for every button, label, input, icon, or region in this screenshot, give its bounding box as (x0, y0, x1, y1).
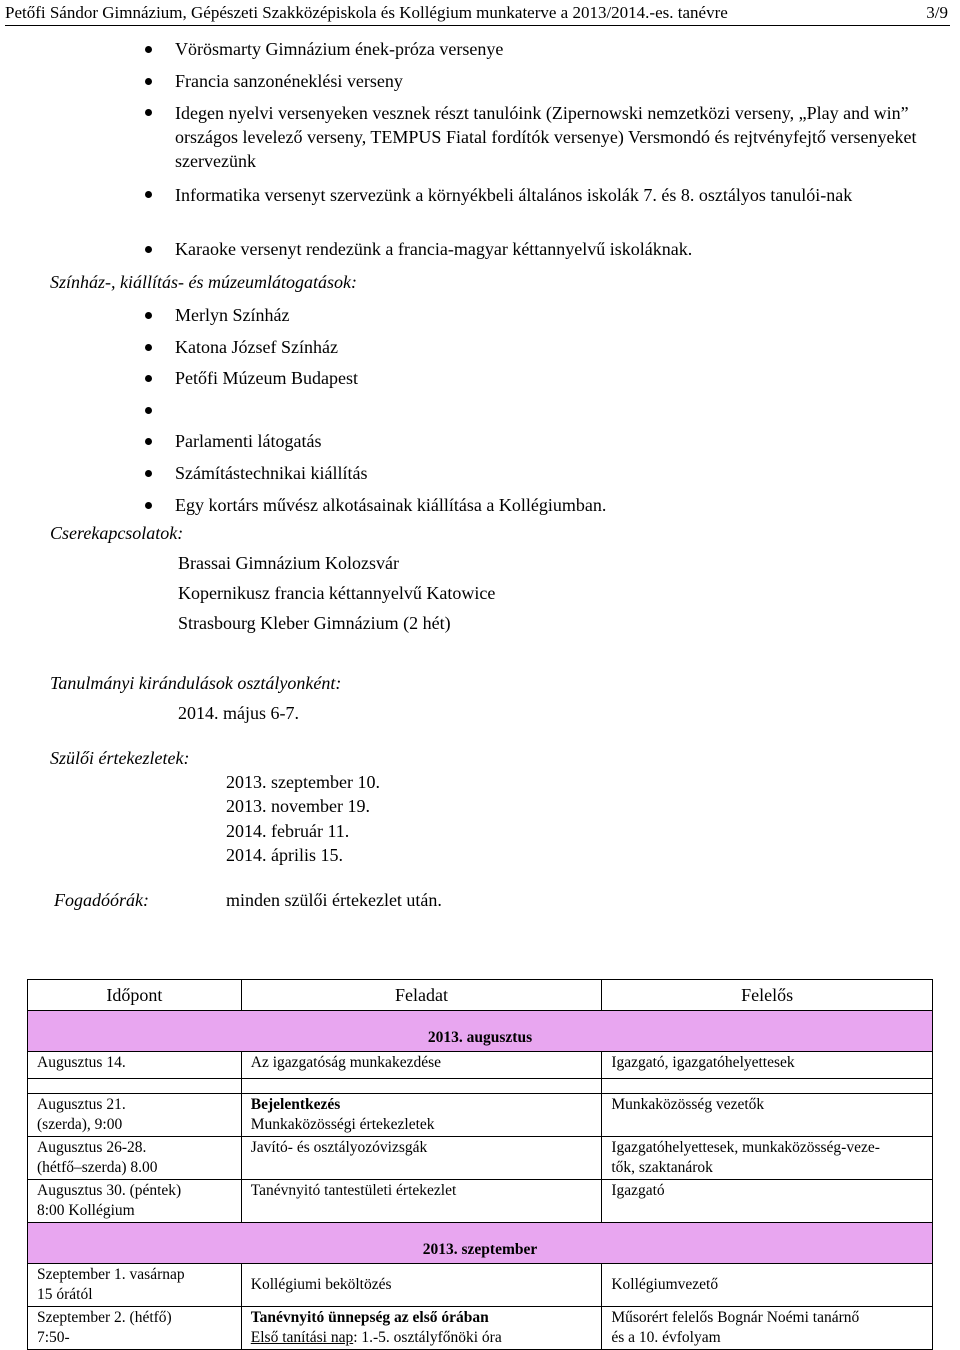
table-row: Augusztus 30. (péntek) 8:00 Kollégium Tanévnyitó tantestületi értekezlet Igazgató (28, 1180, 933, 1223)
bullet-icon (145, 46, 152, 53)
meeting-date: 2013. november 19. (226, 796, 370, 816)
month-label: 2013. szeptember (28, 1223, 933, 1264)
list-item: Idegen nyelvi versenyeken vesznek részt tanulóink (Zipernowski nemzetközi verseny, „Play and win” országos levelező verseny, TEMPUS Fiatal fordítók versenye) Versmondó és rejtvényfejtő versenyeket szervezünk (145, 101, 935, 173)
list-item: Francia sanzonéneklési verseny (145, 70, 935, 92)
list-item: Merlyn Színház (145, 304, 935, 326)
table-row: Augusztus 21. (szerda), 9:00 Bejelentkezés Munkaközösségi értekezletek Munkaközösség vezetők (28, 1094, 933, 1137)
table-header-row (28, 980, 933, 1011)
bullet-icon (145, 246, 152, 253)
bullet-icon (145, 470, 152, 477)
document-title: Petőfi Sándor Gimnázium, Gépészeti Szakközépiskola és Kollégium munkaterve a 2013/2014.-es. tanévre (5, 3, 728, 22)
list-item: Vörösmarty Gimnázium ének-próza versenye (145, 38, 935, 60)
table-row: Augusztus 14. Az igazgatóság munkakezdése Igazgató, igazgatóhelyettesek (28, 1052, 933, 1079)
bullet-icon (145, 407, 152, 414)
table-row: Szeptember 1. vasárnap 15 órától Kollégiumi beköltözés Kollégiumvezető (28, 1264, 933, 1307)
list-item (145, 399, 935, 421)
section-heading-office-hours: Fogadóórák: (54, 890, 149, 910)
list-item: Egy kortárs művész alkotásainak kiállítása a Kollégiumban. (145, 494, 935, 516)
section-heading-visits: Színház-, kiállítás- és múzeumlátogatások: (50, 272, 357, 292)
trip-date: 2014. május 6-7. (178, 703, 299, 723)
month-label: 2013. augusztus (28, 1011, 933, 1052)
bullet-icon (145, 375, 152, 382)
table-row: Szeptember 2. (hétfő) 7:50- Tanévnyitó ünnepség az első órában Első tanítási nap: 1.-5. osztályfőnöki óra Műsorért felelős Bognár Noémi tanárnő és a 10. évfolyam (28, 1307, 933, 1350)
bullet-icon (145, 191, 152, 198)
page-header (5, 3, 950, 26)
section-heading-trips: Tanulmányi kirándulások osztályonként: (50, 673, 342, 693)
meeting-date: 2014. április 15. (226, 845, 343, 865)
bullet-icon (145, 312, 152, 319)
list-item: Parlamenti látogatás (145, 430, 935, 452)
month-row (28, 1011, 933, 1052)
table-row: Augusztus 26-28. (hétfő–szerda) 8.00 Javító- és osztályozóvizsgák Igazgatóhelyettesek, munkaközösség-veze- tők, szaktanárok (28, 1137, 933, 1180)
column-header-time: Időpont (28, 980, 242, 1011)
bullet-icon (145, 344, 152, 351)
meeting-date: 2014. február 11. (226, 821, 350, 841)
list-item: Informatika versenyt szervezünk a környékbeli általános iskolák 7. és 8. osztályos tanulói-nak (145, 183, 935, 231)
table-spacer-row (28, 1079, 933, 1094)
list-item: Karaoke versenyt rendezünk a francia-magyar kéttannyelvű iskoláknak. (145, 238, 935, 260)
bullet-icon (145, 502, 152, 509)
list-item: Számítástechnikai kiállítás (145, 462, 935, 484)
schedule-table (27, 979, 933, 1350)
section-heading-exchange: Cserekapcsolatok: (50, 523, 184, 543)
exchange-item: Strasbourg Kleber Gimnázium (2 hét) (178, 613, 451, 633)
list-item: Petőfi Múzeum Budapest (145, 367, 935, 389)
exchange-item: Brassai Gimnázium Kolozsvár (178, 553, 399, 573)
page-number: 3/9 (926, 3, 948, 22)
meeting-date: 2013. szeptember 10. (226, 772, 380, 792)
exchange-item: Kopernikusz francia kéttannyelvű Katowice (178, 583, 496, 603)
column-header-responsible: Felelős (602, 980, 933, 1011)
month-row (28, 1223, 933, 1264)
list-item: Katona József Színház (145, 336, 935, 358)
section-heading-parents: Szülői értekezletek: (50, 748, 190, 768)
bullet-icon (145, 78, 152, 85)
office-hours-text: minden szülői értekezlet után. (226, 890, 442, 910)
bullet-icon (145, 438, 152, 445)
column-header-task: Feladat (241, 980, 602, 1011)
bullet-icon (145, 109, 152, 116)
